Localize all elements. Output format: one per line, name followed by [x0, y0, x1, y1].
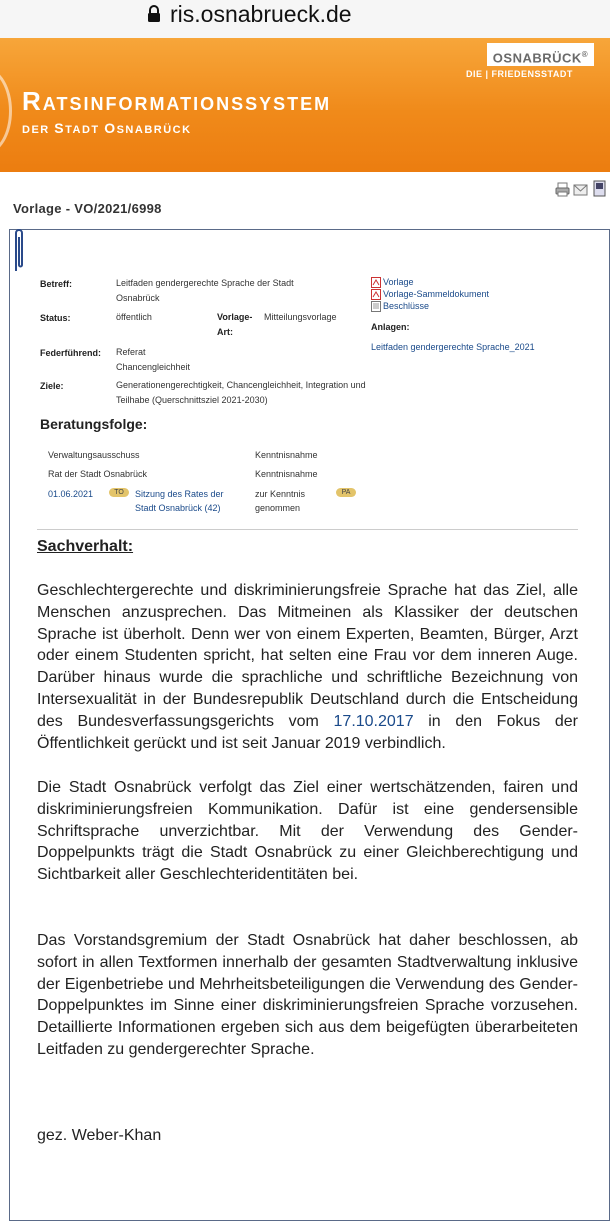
- paragraph-text: Geschlechtergerechte und diskriminierungsfreie Sprache hat das Ziel, alle Menschen anzusprechen. Das Mitmeinen als Klassiker der deutschen Sprache ist überholt. Denn wer von einem Experten, Beamten, Bürger, Arzt oder einem Studenten spricht, hat selten eine Frau vor dem inneren Auge. Darüber hinaus wurde die sprachliche und schriftliche Bezeichnung von Intersexualität in der Bundesrepublik Deutschland durch die Entscheidung des Bundesverfassungsgerichts vom: [37, 582, 578, 730]
- site-header-banner: [0, 38, 610, 172]
- sitzung-date-link[interactable]: 01.06.2021: [48, 489, 94, 499]
- pdf-icon: [371, 289, 381, 300]
- logo-text: OSNABRÜCK: [492, 50, 582, 66]
- vorlage-title: Vorlage - VO/2021/6998: [13, 201, 162, 216]
- federfuehrend-value: Referat Chancengleichheit: [116, 347, 191, 372]
- lock-icon: [147, 5, 161, 23]
- sachverhalt-heading: Sachverhalt:: [37, 538, 134, 555]
- result-cell: zur Kenntnis genommen: [255, 489, 306, 513]
- mail-icon[interactable]: [573, 181, 588, 198]
- sachverhalt-paragraph-1: [37, 580, 578, 754]
- vorlage-sammeldokument-link[interactable]: Vorlage-Sammeldokument: [383, 289, 490, 299]
- betreff-label: Betreff:: [40, 279, 73, 289]
- beratungsfolge-heading: Beratungsfolge:: [40, 416, 148, 432]
- subtitle-part: O: [104, 120, 117, 136]
- betreff-value: Leitfaden gendergerechte Sprache der Stadt Osnabrück: [116, 278, 294, 303]
- result-cell: Kenntnisnahme: [255, 450, 318, 460]
- subtitle-part: DER: [22, 124, 55, 136]
- ziele-label: Ziele:: [40, 381, 64, 391]
- city-seal-graphic: [0, 68, 12, 154]
- federfuehrend-label: Federführend:: [40, 348, 102, 358]
- signature: gez. Weber-Khan: [37, 1127, 162, 1144]
- divider: [37, 529, 578, 530]
- anlagen-label: Anlagen:: [371, 322, 410, 332]
- logo-slogan: DIE | FRIEDENSSTADT: [466, 69, 573, 79]
- site-title-rest: ATSINFORMATIONSSYSTEM: [42, 94, 332, 114]
- subtitle-part: SNABRÜCK: [116, 124, 192, 136]
- sitzung-link[interactable]: Sitzung des Rates der Stadt Osnabrück (42): [135, 489, 224, 513]
- beschluesse-link[interactable]: Beschlüsse: [383, 301, 430, 311]
- gremium-cell: Verwaltungsausschuss: [48, 450, 140, 460]
- paragraph-text: in den Fokus der Öffentlichkeit gerückt und ist seit Januar 2019 verbindlich.: [37, 712, 579, 752]
- to-badge[interactable]: TO: [109, 488, 129, 497]
- document-icon: [371, 301, 381, 312]
- logo-registered-mark: ®: [581, 50, 589, 59]
- vorlage-art-value: Mitteilungsvorlage: [264, 312, 337, 322]
- print-icon[interactable]: [555, 181, 570, 198]
- date-link[interactable]: 17.10.2017: [333, 712, 414, 730]
- sachverhalt-paragraph-3: Das Vorstandsgremium der Stadt Osnabrück hat daher beschlossen, ab sofort in allen Textformen innerhalb der gesamten Stadtverwaltung inklusive der Eigenbetriebe und Mehrheitsbeteiligungen die Verwendung des Gender-Doppelpunktes im Sinne einer diskriminierungsfreien Sprache vorzusehen. Detaillierte Informationen ergeben sich aus dem beigefügten überarbeiteten Leitfaden zu gendergerechter Sprache.: [37, 932, 578, 1058]
- url-text[interactable]: ris.osnabrueck.de: [170, 1, 352, 27]
- site-title[interactable]: [22, 86, 331, 117]
- subtitle-part: S: [54, 120, 66, 136]
- ziele-value: Generationengerechtigkeit, Chancengleichheit, Integration und Teilhabe (Querschnittsziel 2021-2030): [116, 380, 366, 405]
- gremium-cell: Rat der Stadt Osnabrück: [48, 469, 148, 479]
- pa-badge[interactable]: PA: [336, 488, 356, 497]
- document-icon[interactable]: [592, 180, 607, 197]
- anlage-leitfaden-link[interactable]: Leitfaden gendergerechte Sprache_2021: [371, 342, 535, 352]
- subtitle-part: TADT: [65, 124, 105, 136]
- vorlage-link[interactable]: Vorlage: [383, 277, 414, 287]
- osnabrueck-logo[interactable]: [487, 43, 594, 66]
- vorlage-art-label: Vorlage-Art:: [217, 312, 253, 337]
- status-label: Status:: [40, 313, 71, 323]
- result-cell: Kenntnisnahme: [255, 469, 318, 479]
- site-title-initial: R: [22, 86, 43, 116]
- paperclip-icon: [12, 225, 26, 273]
- site-subtitle: [22, 120, 192, 136]
- browser-url-bar[interactable]: [0, 0, 610, 38]
- status-value: öffentlich: [116, 312, 152, 322]
- sachverhalt-paragraph-2: Die Stadt Osnabrück verfolgt das Ziel einer wertschätzenden, fairen und diskriminierungsfreien Kommunikation. Dafür ist eine gendersensible Schriftsprache unverzichtbar. Mit der Verwendung des Gender-Doppelpunkts trägt die Stadt Osnabrück zu einer Gleichberechtigung und Sichtbarkeit aller Geschlechteridentitäten bei.: [37, 779, 578, 884]
- pdf-icon: [371, 277, 381, 288]
